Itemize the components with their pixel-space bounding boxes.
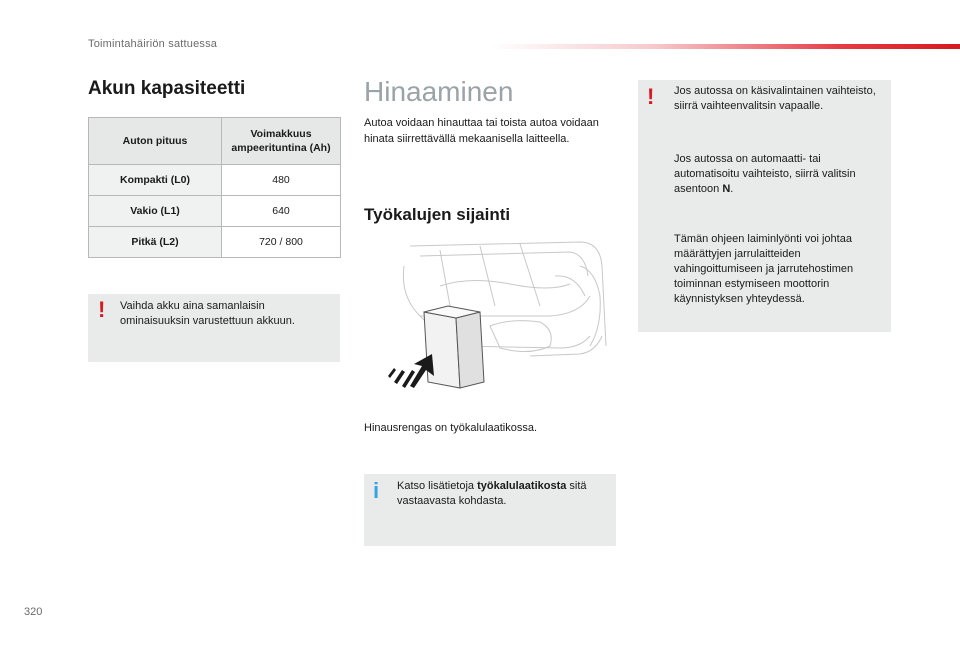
- table-row: [89, 196, 341, 227]
- info-icon: i: [373, 478, 380, 503]
- table-cell-value: 480: [222, 165, 341, 196]
- table-cell-label: Pitkä (L2): [89, 227, 222, 258]
- page-number: 320: [24, 606, 43, 618]
- table-cell-value: 640: [222, 196, 341, 227]
- warning-icon: !: [98, 297, 106, 322]
- tools-location-title: Työkalujen sijainti: [364, 205, 511, 224]
- info-text-suffix: sitä vastaavasta kohdasta.: [397, 480, 587, 507]
- towing-title: Hinaaminen: [364, 76, 514, 107]
- battery-capacity-table: [88, 117, 341, 258]
- info-text-link: työkalulaatikosta: [477, 480, 567, 492]
- towing-intro: Autoa voidaan hinauttaa tai toista autoa voidaan hinata siirrettävällä mekaanisella laitteella.: [364, 117, 599, 145]
- header-section-title: Toimintahäiriön sattuessa: [88, 38, 218, 50]
- table-row: [89, 227, 341, 258]
- table-cell-label: Kompakti (L0): [89, 165, 222, 196]
- table-header-length: Auton pituus: [89, 118, 222, 165]
- tool-box-illustration: [380, 236, 620, 396]
- transmission-warning-box: [638, 80, 891, 332]
- warning-text-automatic-prefix: Jos autossa on automaatti- tai automatisoitu vaihteisto, siirrä valitsin asentoon: [674, 153, 856, 195]
- towing-caption: Hinausrengas on työkalulaatikossa.: [364, 422, 538, 434]
- warning-text-automatic-suffix: .: [730, 183, 734, 195]
- battery-warning-box: [88, 294, 340, 362]
- info-text: [397, 479, 607, 509]
- table-cell-label: Vakio (L1): [89, 196, 222, 227]
- header-accent-bar: [490, 44, 960, 49]
- table-header-capacity: Voimakkuus ampeerituntina (Ah): [222, 118, 341, 165]
- table-header-row: [89, 118, 341, 165]
- table-cell-value: 720 / 800: [222, 227, 341, 258]
- gear-position-n: N: [722, 183, 731, 195]
- warning-text-manual: Jos autossa on käsivalintainen vaihteisto, siirrä vaihteenvalitsin vapaalle.: [674, 85, 876, 112]
- warning-text-automatic: [674, 152, 878, 197]
- warning-text-consequence: Tämän ohjeen laiminlyönti voi johtaa määrättyjen jarrulaitteiden vahingoittumiseen ja jarrutehostimen toiminnan estymiseen moottorin käynnistyksen yhteydessä.: [674, 233, 854, 305]
- warning-icon: !: [647, 84, 655, 109]
- battery-title: Akun kapasiteetti: [88, 78, 246, 99]
- table-row: [89, 165, 341, 196]
- info-text-prefix: Katso lisätietoja: [397, 480, 478, 492]
- info-box: [364, 474, 616, 546]
- battery-warning-text: Vaihda akku aina samanlaisin ominaisuuksin varustettuun akkuun.: [120, 300, 295, 327]
